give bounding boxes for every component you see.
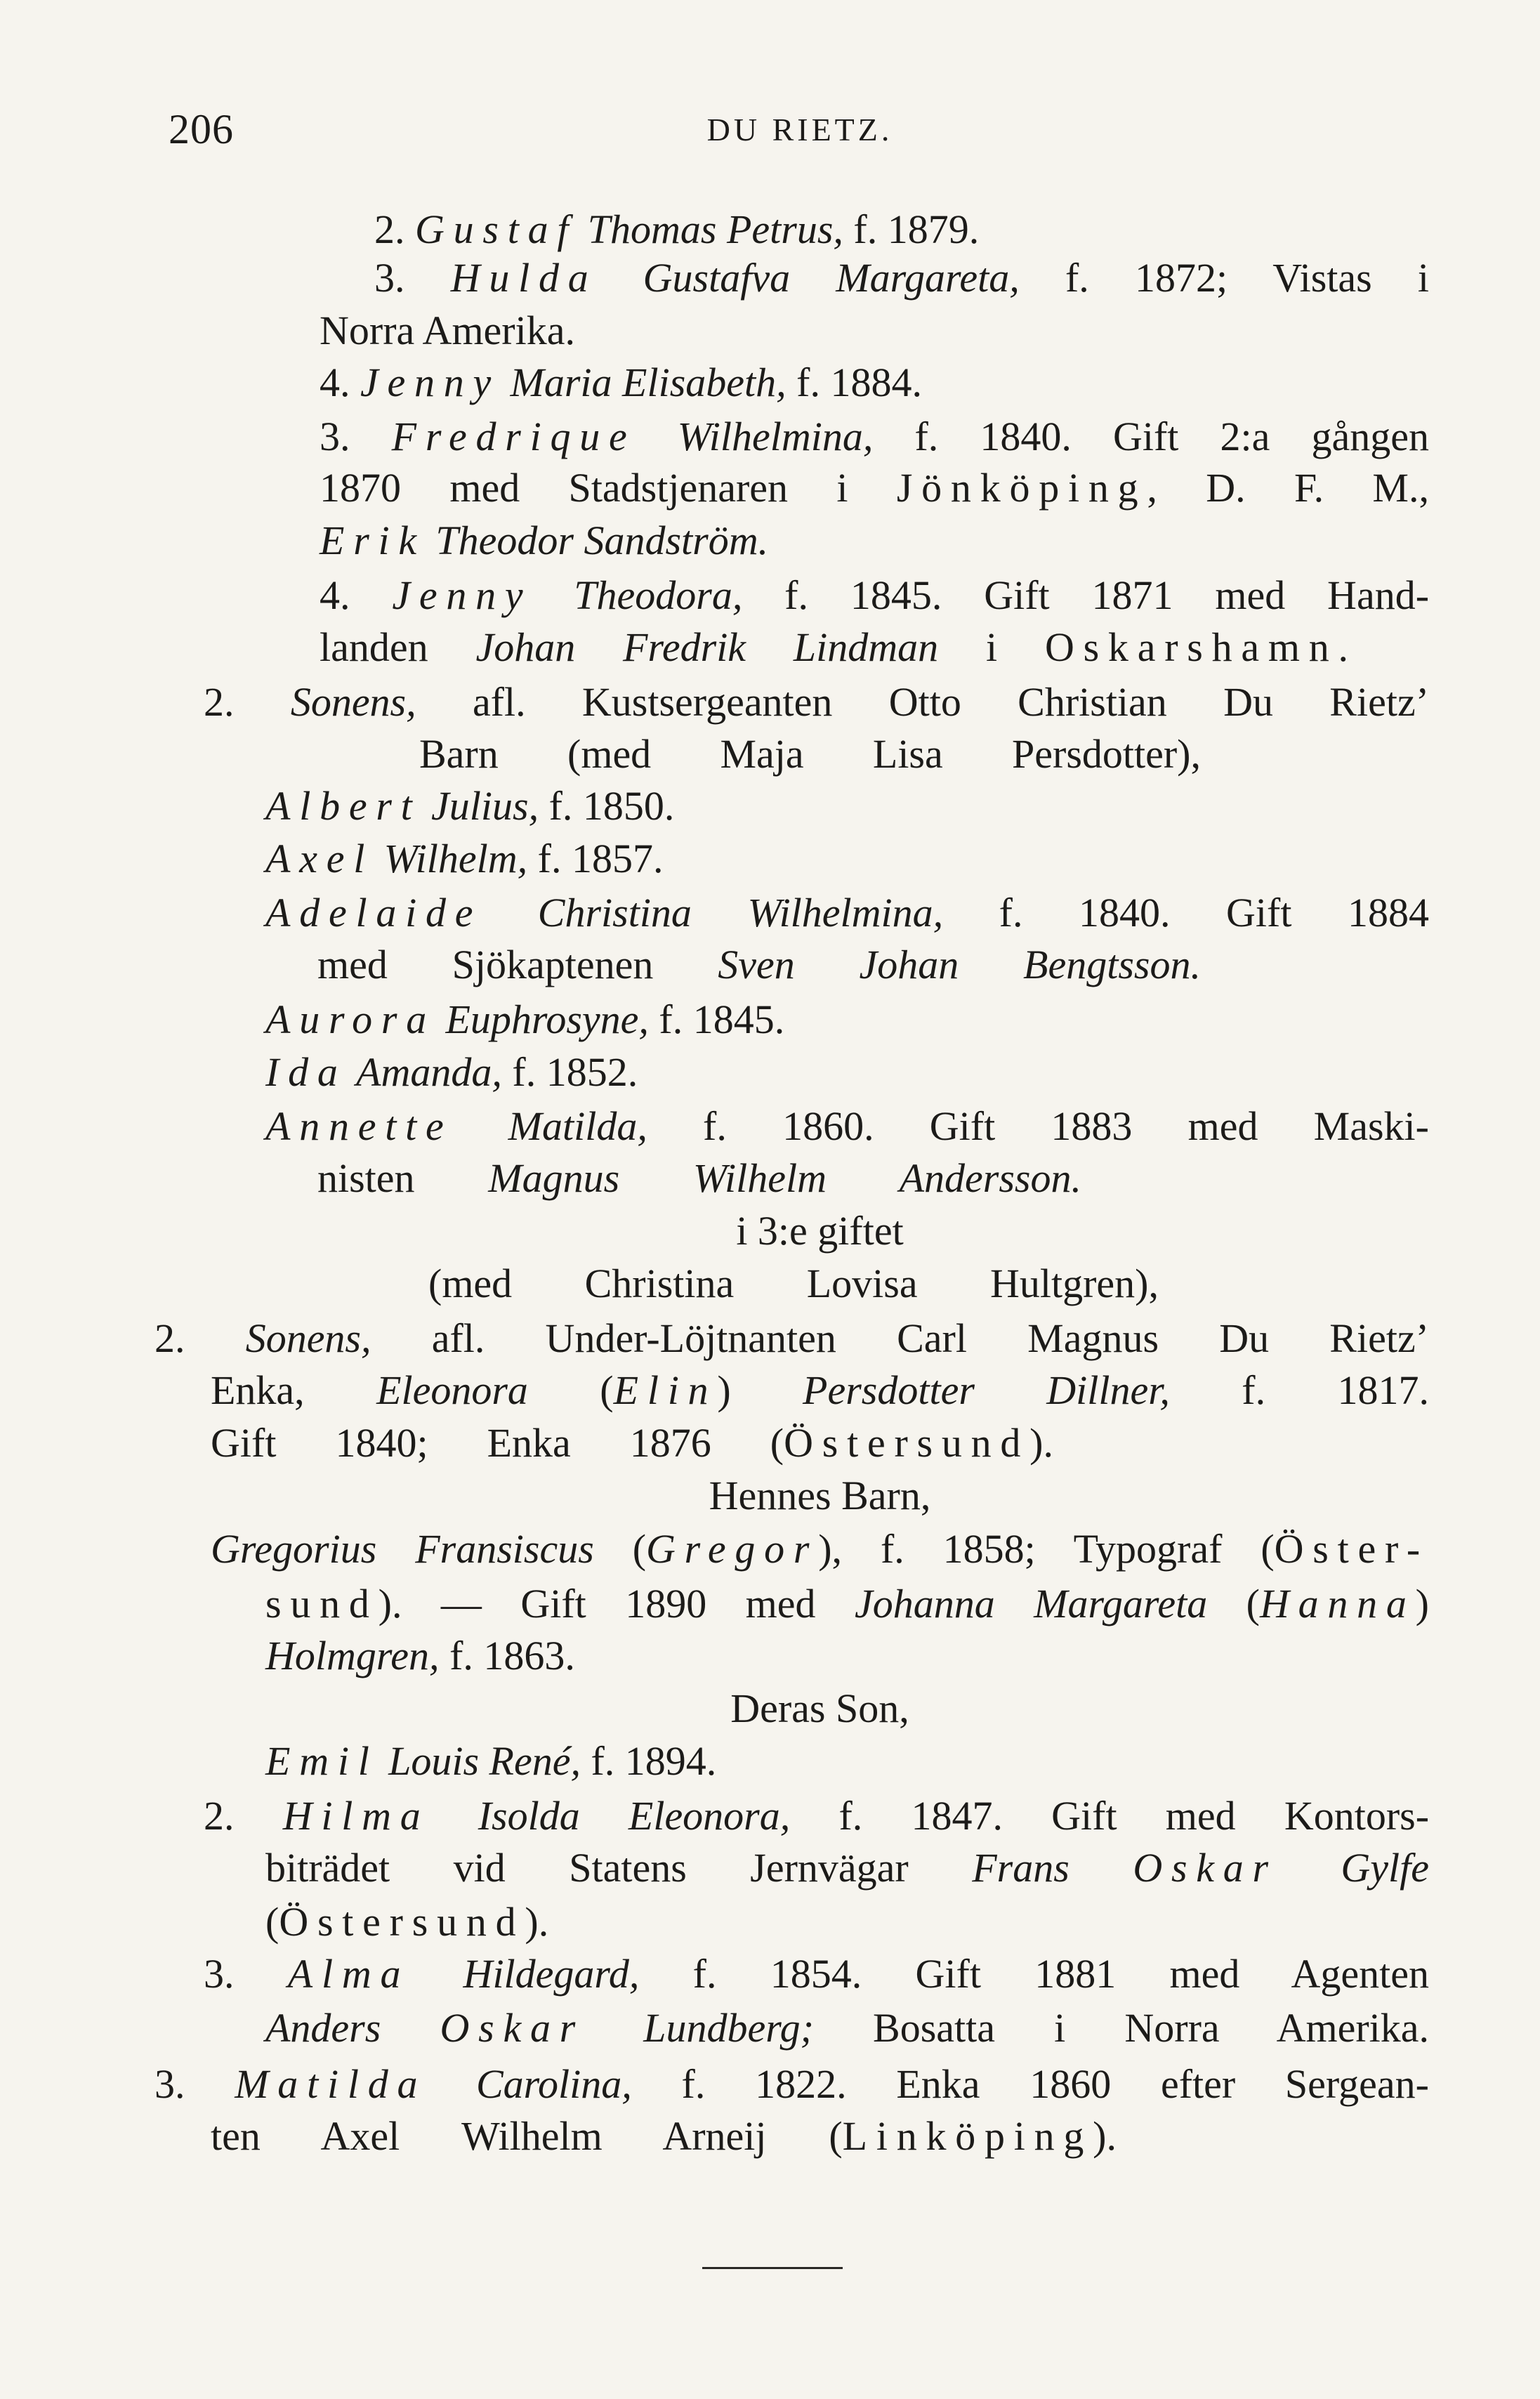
text-line: [428, 1259, 1159, 1308]
emphasized-text: Jönköping: [896, 465, 1147, 511]
emphasized-text: Gustaf: [415, 206, 578, 252]
text-span: biträdet vid Statens Jernvägar: [265, 1845, 973, 1891]
text-line: [265, 995, 784, 1044]
text-span: f. 1863.: [439, 1633, 575, 1678]
emphasized-text: Gustafva Margareta,: [597, 255, 1020, 301]
text-span: .: [1338, 624, 1348, 670]
text-line: [204, 678, 1429, 727]
text-span: i 3:e giftet: [736, 1208, 904, 1254]
text-line: [204, 1950, 1429, 1999]
running-title: DU RIETZ.: [706, 112, 893, 147]
text-span: (: [265, 1899, 279, 1945]
text-line: [154, 1314, 1429, 1363]
emphasized-text: Emil: [265, 1738, 379, 1784]
text-line: [211, 2112, 1117, 2161]
text-span: 1870 med Stadstjenaren i: [320, 465, 897, 511]
text-span: (: [527, 1367, 614, 1413]
emphasized-text: Sonens,: [245, 1315, 371, 1361]
emphasized-text: Magnus Wilhelm Andersson.: [488, 1155, 1082, 1201]
text-span: Norra Amerika.: [320, 308, 575, 353]
emphasized-text: Sven Johan Bengtsson.: [718, 942, 1201, 987]
text-line: [265, 888, 1429, 938]
text-span: f. 1840. Gift 2:a gången: [873, 414, 1430, 459]
text-span: i: [938, 624, 1045, 670]
emphasized-text: Annette: [265, 1103, 453, 1149]
emphasized-text: Johan Fredrik Lindman: [475, 624, 939, 670]
text-line: [265, 1843, 1429, 1893]
text-span: 2.: [204, 679, 291, 725]
text-span: f. 1894.: [580, 1738, 717, 1784]
text-span: ): [717, 1367, 803, 1413]
emphasized-text: Maria Elisabeth,: [500, 360, 787, 405]
emphasized-text: Persdotter Dillner,: [803, 1367, 1170, 1413]
emphasized-text: Theodor Sandström.: [425, 518, 769, 563]
emphasized-text: Hulda: [450, 255, 598, 301]
emphasized-text: Oskar: [440, 2005, 585, 2051]
text-span: f. 1852.: [501, 1049, 638, 1095]
text-span: [584, 2005, 643, 2051]
text-span: f. 1840. Gift 1884: [943, 890, 1429, 935]
text-span: ).: [525, 1899, 549, 1945]
text-line: [265, 1737, 716, 1786]
emphasized-text: Carolina,: [426, 2061, 632, 2107]
text-line: [211, 1419, 1053, 1468]
emphasized-text: Frans: [972, 1845, 1070, 1891]
emphasized-text: Eleonora: [376, 1367, 528, 1413]
text-line: [154, 2060, 1429, 2109]
text-span: med Sjökaptenen: [317, 942, 718, 987]
text-span: landen: [320, 624, 476, 670]
emphasized-text: Louis René,: [378, 1738, 581, 1784]
emphasized-text: Adelaide: [265, 890, 482, 935]
text-span: f. 1860. Gift 1883 med Maski-: [647, 1103, 1429, 1149]
text-line: [265, 1898, 548, 1947]
text-line: [211, 1471, 1429, 1520]
text-span: [381, 2005, 440, 2051]
emphasized-text: Gregor: [646, 1526, 819, 1572]
emphasized-text: Theodora,: [532, 572, 743, 618]
text-line: [419, 730, 1201, 779]
text-span: [1070, 1845, 1133, 1891]
emphasized-text: Christina Wilhelmina,: [482, 890, 944, 935]
emphasized-text: Jenny: [360, 360, 501, 405]
emphasized-text: Gregorius Fransiscus: [211, 1526, 594, 1572]
emphasized-text: Alma: [287, 1951, 410, 1997]
emphasized-text: Jenny: [392, 572, 532, 618]
emphasized-text: Albert: [265, 783, 421, 829]
emphasized-text: Östersund: [279, 1899, 525, 1945]
emphasized-text: Gylfe: [1341, 1845, 1429, 1891]
text-span: [1277, 1845, 1341, 1891]
emphasized-text: Euphrosyne,: [435, 997, 649, 1042]
emphasized-text: Julius,: [421, 783, 539, 829]
text-span: 4.: [320, 360, 360, 405]
text-line: [320, 571, 1429, 620]
emphasized-text: Östersund: [784, 1420, 1030, 1466]
text-span: Bosatta i Norra Amerika.: [813, 2005, 1430, 2051]
text-line: [265, 1631, 575, 1681]
emphasized-text: Axel: [265, 836, 374, 881]
emphasized-text: Thomas Petrus,: [577, 206, 843, 252]
emphasized-text: Aurora: [265, 997, 435, 1042]
emphasized-text: Matilda,: [452, 1103, 647, 1149]
emphasized-text: Hanna: [1259, 1581, 1416, 1626]
text-span: f. 1850.: [539, 783, 675, 829]
emphasized-text: Holmgren,: [265, 1633, 440, 1678]
text-line: [317, 940, 1201, 990]
text-span: , D. F. M.,: [1147, 465, 1429, 511]
text-span: f. 1854. Gift 1881 med Agenten: [639, 1951, 1429, 1997]
text-span: 2.: [154, 1315, 246, 1361]
emphasized-text: Linköping: [842, 2113, 1093, 2159]
text-span: Enka,: [211, 1367, 377, 1413]
text-line: [265, 2004, 1429, 2053]
emphasized-text: Fredrique: [391, 414, 636, 459]
text-span: f. 1847. Gift med Kontors-: [790, 1793, 1430, 1839]
text-line: [211, 1366, 1429, 1415]
text-span: 3.: [204, 1951, 288, 1997]
emphasized-text: sund: [265, 1581, 379, 1626]
page-number: 206: [169, 106, 234, 152]
text-span: (med Christina Lovisa Hultgren),: [428, 1261, 1159, 1306]
text-span: 3.: [320, 414, 392, 459]
emphasized-text: Wilhelm,: [374, 836, 528, 881]
text-span: Barn (med Maja Lisa Persdotter),: [419, 731, 1201, 777]
text-span: Gift 1840; Enka 1876 (: [211, 1420, 784, 1466]
emphasized-text: Ida: [265, 1049, 347, 1095]
text-span: f. 1845.: [648, 997, 785, 1042]
text-line: [211, 1525, 1429, 1574]
text-span: Hennes Barn,: [709, 1473, 931, 1518]
text-span: 2.: [374, 206, 415, 252]
emphasized-text: Isolda Eleonora,: [429, 1793, 791, 1839]
text-line: [204, 1792, 1429, 1841]
text-line: [320, 623, 1348, 672]
text-span: ): [1415, 1581, 1429, 1626]
text-span: ), f. 1858; Typograf (: [818, 1526, 1275, 1572]
text-line: [265, 782, 674, 831]
text-span: ).: [1093, 2113, 1117, 2159]
text-line: [320, 412, 1429, 461]
text-line: [320, 358, 922, 407]
text-line: [265, 1102, 1429, 1151]
text-span: 3.: [154, 2061, 235, 2107]
text-span: f. 1857.: [527, 836, 664, 881]
text-span: ).: [1029, 1420, 1053, 1466]
emphasized-text: Hildegard,: [409, 1951, 640, 1997]
text-span: f. 1817.: [1169, 1367, 1429, 1413]
text-line: [320, 464, 1429, 513]
text-line: [320, 516, 768, 565]
emphasized-text: Johanna Margareta: [854, 1581, 1208, 1626]
text-line: [211, 1207, 1429, 1256]
emphasized-text: Anders: [265, 2005, 381, 2051]
emphasized-text: Lundberg;: [643, 2005, 814, 2051]
text-span: afl. Under-Löjtnanten Carl Magnus Du Rietz’: [371, 1315, 1429, 1361]
text-line: [265, 1048, 638, 1097]
text-span: f. 1879.: [843, 206, 980, 252]
emphasized-text: Matilda: [235, 2061, 427, 2107]
text-line: [374, 205, 979, 254]
end-rule: [702, 2267, 843, 2269]
emphasized-text: Elin: [613, 1367, 718, 1413]
text-line: [317, 1154, 1081, 1203]
emphasized-text: Sonens,: [290, 679, 416, 725]
emphasized-text: Öster-: [1274, 1526, 1429, 1572]
text-line: [265, 834, 664, 883]
text-span: 4.: [320, 572, 393, 618]
emphasized-text: Amanda,: [346, 1049, 502, 1095]
text-span: ). — Gift 1890 med: [378, 1581, 855, 1626]
emphasized-text: Oskar: [1133, 1845, 1277, 1891]
text-span: nisten: [317, 1155, 489, 1201]
text-span: f. 1884.: [786, 360, 922, 405]
text-line: [211, 1684, 1429, 1733]
text-span: (: [1207, 1581, 1260, 1626]
emphasized-text: Oskarshamn: [1044, 624, 1338, 670]
text-span: afl. Kustsergeanten Otto Christian Du Rietz’: [416, 679, 1430, 725]
text-line: [320, 306, 575, 355]
text-span: f. 1845. Gift 1871 med Hand-: [742, 572, 1430, 618]
text-span: Deras Son,: [730, 1685, 909, 1731]
emphasized-text: Hilma: [282, 1793, 430, 1839]
text-span: 3.: [374, 255, 451, 301]
text-line: [265, 1579, 1429, 1629]
text-span: 2.: [204, 1793, 283, 1839]
text-span: f. 1872; Vistas i: [1019, 255, 1430, 301]
text-line: [374, 254, 1429, 303]
text-span: ten Axel Wilhelm Arneij (: [211, 2113, 843, 2159]
text-span: (: [593, 1526, 647, 1572]
emphasized-text: Wilhelmina,: [636, 414, 874, 459]
text-span: f. 1822. Enka 1860 efter Sergean-: [631, 2061, 1429, 2107]
emphasized-text: Erik: [320, 518, 426, 563]
